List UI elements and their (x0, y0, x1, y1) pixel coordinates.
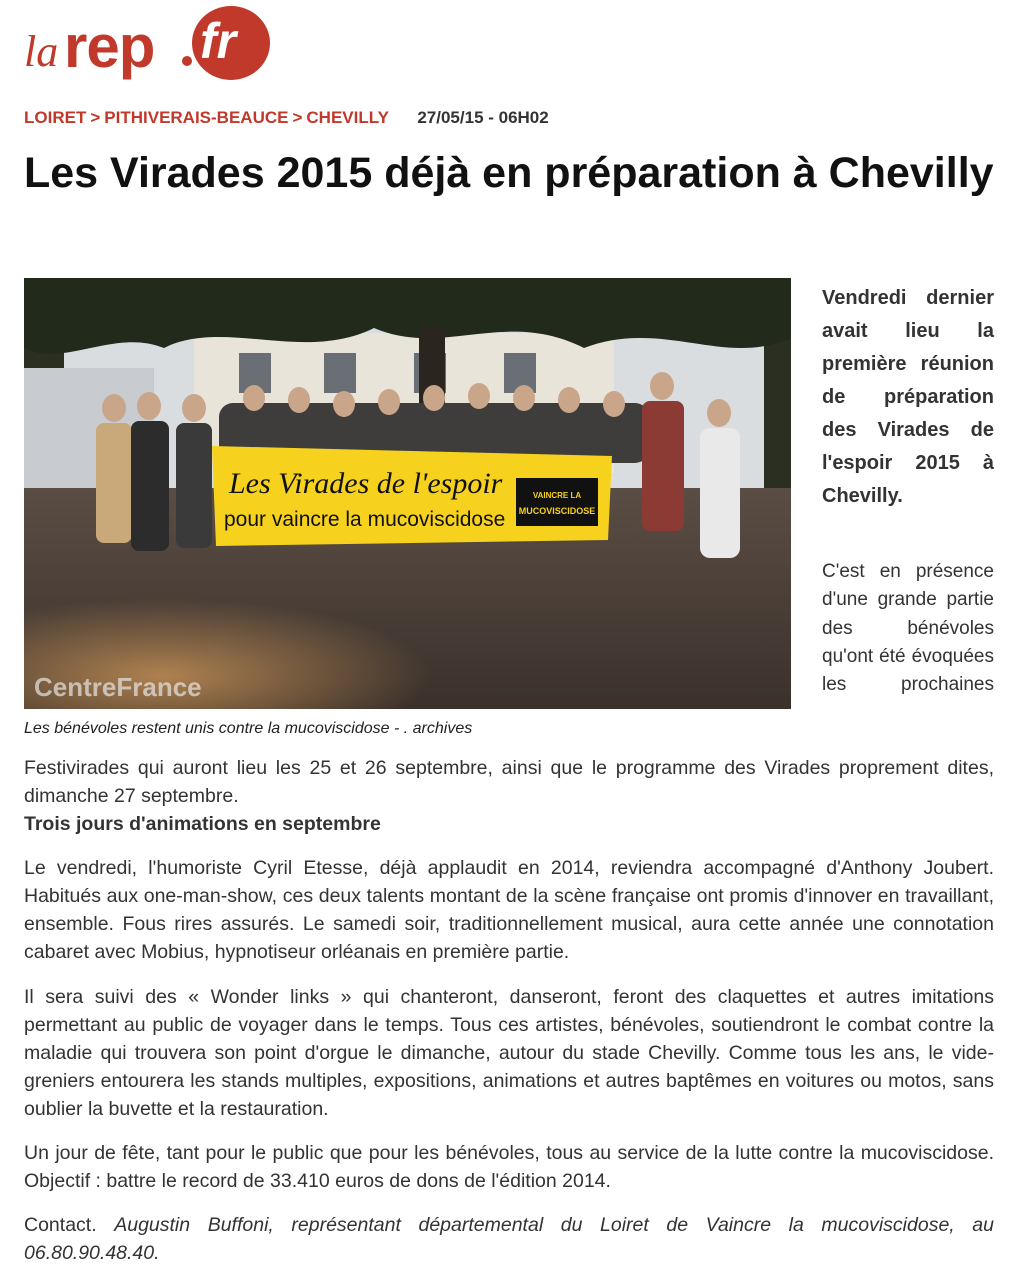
contact-label: Contact. (24, 1214, 97, 1236)
photo-watermark: CentreFrance (34, 672, 202, 702)
article-paragraph-3: Un jour de fête, tant pour le public que pour les bénévoles, tous au service de la lutte contre la mucoviscidose. Objectif : battre le record de 33.410 euros de dons de l'édition 2014. (24, 1142, 994, 1192)
article-meta (24, 108, 549, 128)
banner-text-line2: pour vaincre la mucoviscidose (224, 508, 506, 531)
logo-la: la (24, 27, 59, 76)
photo-caption: Les bénévoles restent unis contre la mucoviscidose - . archives (24, 720, 473, 737)
contact-text: Augustin Buffoni, représentant départemental du Loiret de Vaincre la mucoviscidose, au 06.80.90.48.40. (24, 1214, 994, 1264)
article-paragraph-1: Le vendredi, l'humoriste Cyril Etesse, déjà applaudit en 2014, reviendra accompagné d'Anthony Joubert. Habitués aux one-man-show, ces deux talents montant de la scène française ont promis d'innover en travaillant, ensemble. Fous rires assurés. Le samedi soir, traditionnellement musical, aura cette année une connotation cabaret avec Mobius, hypnotiseur orléanais en première partie. (24, 857, 994, 963)
article-subheading: Trois jours d'animations en septembre (24, 813, 381, 835)
breadcrumb-pithiverais-beauce[interactable]: PITHIVERAIS-BEAUCE (104, 108, 289, 127)
article-intro-continued: Festivirades qui auront lieu les 25 et 26 septembre, ainsi que le programme des Virades proprement dites, dimanche 27 septembre. (24, 757, 994, 807)
logo-rep: rep (64, 13, 155, 80)
site-logo[interactable] (24, 6, 274, 80)
logo-fr: fr (200, 13, 237, 69)
article-paragraph-2: Il sera suivi des « Wonder links » qui chanteront, danseront, feront des claquettes et autres imitations permettant au public de voyager dans le temps. Tous ces artistes, bénévoles, soutiendront le combat contre la maladie qui trouvera son point d'orgue le dimanche, autour du stade Chevilly. Comme tous les ans, le vide-greniers entourera les stands multiples, expositions, animations et autres baptêmes en voitures ou motos, sans oublier la buvette et la restauration. (24, 986, 994, 1120)
breadcrumb-loiret[interactable]: LOIRET (24, 108, 87, 127)
article-lead: Vendredi dernier avait lieu la première réunion de préparation des Virades de l'espoir 2015 à Chevilly. (822, 287, 994, 507)
article-date: 27/05/15 - 06H02 (417, 108, 549, 127)
banner-logo-top: VAINCRE LA (532, 491, 582, 500)
banner-text-line1: Les Virades de l'espoir (229, 467, 503, 500)
house-window (324, 353, 356, 393)
banner-logo-bottom: MUCOVISCIDOSE (518, 506, 596, 516)
breadcrumb-chevilly[interactable]: CHEVILLY (306, 108, 389, 127)
photo-illustration (24, 278, 791, 709)
article-photo[interactable] (24, 278, 791, 709)
article-contact (24, 1211, 994, 1267)
breadcrumb-separator: > (292, 108, 303, 127)
breadcrumb-separator: > (90, 108, 101, 127)
article-title: Les Virades 2015 déjà en préparation à Chevilly (24, 149, 994, 197)
banner-logo (516, 478, 598, 526)
article-intro-side: C'est en présence d'une grande partie des bénévoles qu'ont été évoquées les prochaines (822, 561, 994, 696)
logo-dot (182, 56, 192, 66)
